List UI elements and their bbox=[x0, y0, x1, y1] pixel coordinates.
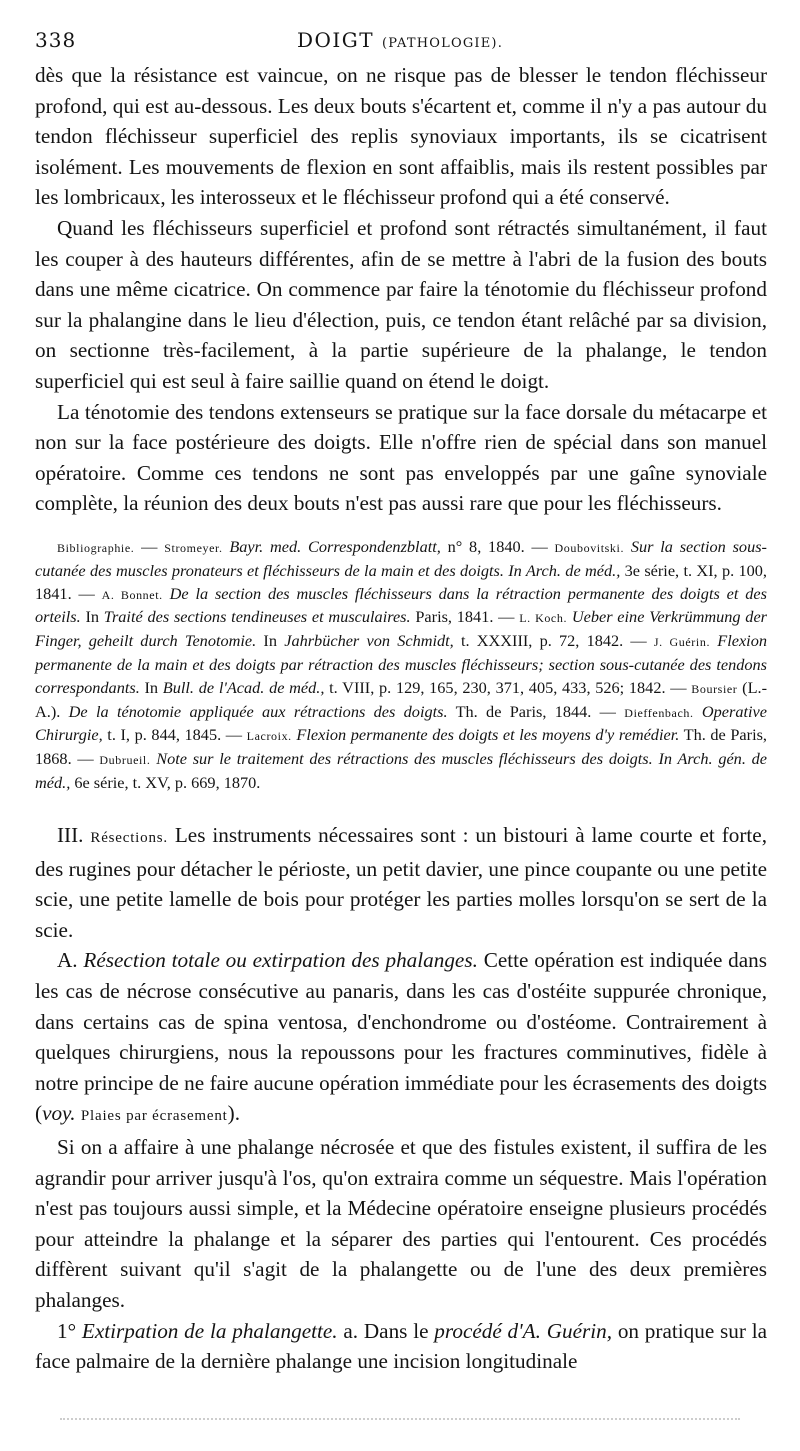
bibliography bbox=[35, 536, 767, 795]
bib-sep bbox=[694, 702, 702, 721]
bib-sep: In bbox=[80, 607, 104, 627]
resections-intro-text: Les instruments nécessaires sont : un bistouri à lame courte et forte, des rugines pour détacher le périoste, un petit davier, une pince coupante ou une petite scie, une petite lamelle de bois pour protéger les parties molles lorsqu'on se sert de la scie. bbox=[35, 823, 767, 942]
bib-title: Jahrbücher von Schmidt, bbox=[284, 631, 454, 651]
bib-author: Boursier bbox=[691, 681, 738, 696]
bib-title: Bull. de l'Acad. de méd., bbox=[162, 677, 325, 697]
bib-title: Operative Chirurgie, bbox=[35, 701, 768, 745]
bib-sep bbox=[163, 584, 170, 603]
running-title-main: DOIGT bbox=[296, 28, 375, 52]
bib-author: Dieffenbach. bbox=[624, 705, 694, 720]
bib-author: Doubovitski. bbox=[554, 541, 625, 555]
bib-sep: t. XXXIII, p. 72, 1842. — bbox=[453, 631, 654, 651]
bib-sep: Paris, 1841. — bbox=[410, 607, 520, 627]
subsection-text: Cette opération est indiquée dans les cas de nécrose consécutive au panaris, dans les cas d'ostéite suppurée chronique, dans certains cas de spina ventosa, d'enchondrome ou d'ostéome. Contrairement à quelques chirurgiens, nous la repoussons pour les fractures comminutives, fidèle à notre principe de ne faire aucune opération immédiate pour les écrasements des doigts ( bbox=[35, 948, 767, 1126]
paragraph-extensor-tenotomy: La ténotomie des tendons extenseurs se pratique sur la face dorsale du métacarpe et non sur la face postérieure des doigts. Elle n'offre rien de spécial dans son manuel opératoire. Comme ces tendons ne sont pas enveloppés par une gaîne synoviale complète, la réunion des deux bouts n'est pas aussi rare que pour les fléchisseurs. bbox=[35, 399, 767, 516]
bib-author: Stromeyer. bbox=[164, 541, 223, 555]
bib-title: Sur la section sous-cutanée des muscles pronateurs et fléchisseurs de la main et des doigts. In Arch. de méd., bbox=[35, 537, 767, 580]
bib-sep: 3e série, t. XI, p. 100, 1841. — bbox=[35, 560, 767, 603]
page-header bbox=[35, 28, 765, 56]
closing-paren: ). bbox=[227, 1101, 240, 1126]
bib-title: Traité des sections tendineuses et musculaires. bbox=[103, 607, 411, 627]
paragraph-continuation: dès que la résistance est vaincue, on ne risque pas de blesser le tendon fléchisseur profond, qui est au-dessous. Les deux bouts s'écartent et, comme il n'y a pas autour du tendon fléchisseur superficiel des replis synoviaux importants, ils se cicatrisent isolément. Les mouvements de flexion en sont affaiblis, mais ils restent possibles par les lombricaux, les interosseux et le fléchisseur profond qui a été conservé. bbox=[35, 63, 767, 210]
bib-title: De la section des muscles fléchisseurs dans la rétraction permanente des doigts et des orteils. bbox=[35, 583, 767, 627]
bib-author: Lacroix. bbox=[246, 729, 292, 744]
bib-title: Flexion permanente des doigts et les moyens d'y remédier. bbox=[296, 725, 680, 745]
bib-sep: Th. de Paris, 1844. — bbox=[447, 701, 625, 721]
bib-sep: Th. de Paris, 1868. — bbox=[35, 725, 767, 769]
top-text-block bbox=[35, 60, 767, 519]
subsection-label: A. bbox=[57, 948, 78, 973]
item-title: Extirpation de la phalangette. bbox=[81, 1318, 338, 1343]
running-title-subtitle: (PATHOLOGIE). bbox=[381, 36, 504, 51]
bottom-scan-artifact bbox=[60, 1418, 740, 1424]
bib-sep: (L.-A.). bbox=[35, 677, 768, 721]
bib-sep bbox=[624, 537, 631, 556]
bib-sep: n° 8, 1840. — bbox=[440, 537, 555, 556]
phalangette-paragraph bbox=[35, 1316, 767, 1377]
section-heading: Résections. bbox=[90, 830, 168, 846]
bib-title: Bayr. med. Correspondenzblatt, bbox=[229, 537, 441, 556]
bib-sep: In bbox=[139, 677, 163, 697]
voy-abbrev: voy. bbox=[42, 1101, 76, 1126]
bib-title: De la ténotomie appliquée aux rétractions des doigts. bbox=[68, 701, 448, 721]
bib-author: Dubrueil. bbox=[99, 753, 151, 768]
necrosis-paragraph: Si on a affaire à une phalange nécrosée et que des fistules existent, il suffira de les agrandir pour arriver jusqu'à l'os, qu'on extraira comme un séquestre. Mais l'opération n'est pas toujours aussi simple, et la Médecine opératoire enseigne plusieurs procédés pour atteindre la phalange et la séparer des parties qui l'entourent. Ces procédés diffèrent suivant qu'il s'agit de la phalangette ou de l'une des deux premières phalanges. bbox=[35, 1134, 767, 1312]
bib-author: L. Koch. bbox=[519, 611, 568, 626]
item-text-rest: on pratique sur la face palmaire de la dernière phalange une incision longitudinale bbox=[35, 1318, 767, 1374]
resections-section bbox=[35, 820, 767, 1377]
resections-intro bbox=[35, 820, 767, 945]
bib-sep: — bbox=[134, 537, 165, 556]
bibliography-label: Bibliographie. bbox=[57, 541, 135, 555]
bib-title: Flexion permanente de la main et des doigts par rétraction des muscles fléchisseurs; section sous-cutanée des tendons correspondants. bbox=[35, 631, 767, 697]
resection-totale-paragraph bbox=[35, 945, 767, 1132]
running-title bbox=[35, 28, 765, 52]
bib-title: Ueber eine Verkrümmung der Finger, geheilt durch Tenotomie. bbox=[35, 607, 768, 651]
bib-sep: t. I, p. 844, 1845. — bbox=[102, 725, 247, 745]
item-number: 1° bbox=[57, 1318, 77, 1343]
item-text: a. Dans le bbox=[337, 1318, 435, 1343]
bib-author: J. Guérin. bbox=[653, 635, 711, 650]
bib-sep: t. VIII, p. 129, 165, 230, 371, 405, 433, 526; 1842. — bbox=[324, 677, 692, 697]
section-number: III. bbox=[57, 823, 84, 847]
procedure-name: procédé d'A. Guérin, bbox=[434, 1318, 613, 1343]
bib-author: A. Bonnet. bbox=[101, 587, 163, 602]
paragraph-flexor-tenotomy: Quand les fléchisseurs superficiel et profond sont rétractés simultanément, il faut les couper à des hauteurs différentes, afin de se mettre à l'abri de la fusion des bouts dans une même cicatrice. On commence par faire la ténotomie du fléchisseur profond sur la phalangine dans le lieu d'élection, puis, ce tendon étant relâché par sa division, on sectionne très-facilement, à la partie supérieure de la phalange, le tendon superficiel qui est seul à faire saillie quand on étend le doigt. bbox=[35, 215, 767, 393]
cross-reference: Plaies par écrasement bbox=[80, 1108, 228, 1125]
bib-sep: 6e série, t. XV, p. 669, 1870. bbox=[70, 772, 261, 792]
page-number: 338 bbox=[35, 28, 77, 52]
bib-sep: In bbox=[256, 631, 285, 651]
bib-title: Note sur le traitement des rétractions des muscles fléchisseurs des doigts. In Arch. gén. de méd., bbox=[35, 749, 768, 792]
subsection-title: Résection totale ou extirpation des phalanges. bbox=[83, 948, 478, 973]
